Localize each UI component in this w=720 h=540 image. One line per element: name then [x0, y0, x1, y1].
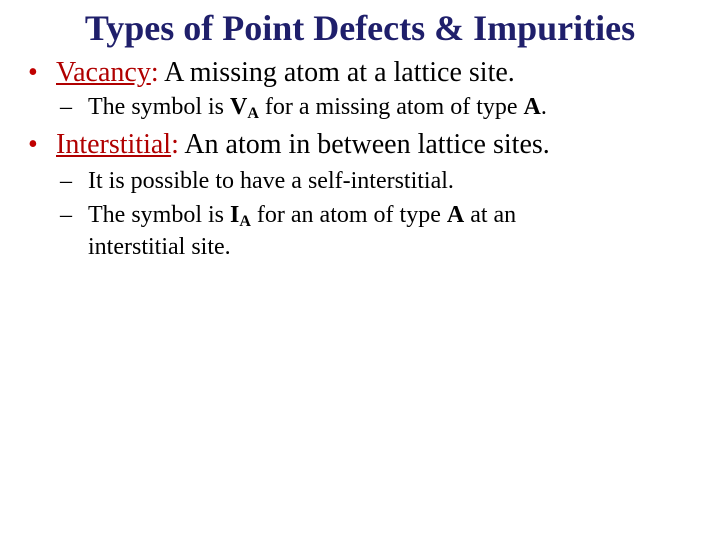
sub-text: for an atom of type	[250, 202, 447, 228]
sub-text: The symbol is	[88, 202, 230, 228]
sub-dash: –	[60, 168, 72, 194]
sub-dash: –	[60, 94, 72, 120]
sub-dash: –	[60, 202, 72, 228]
sub-text: for a missing atom of type	[258, 94, 524, 120]
slide-title: Types of Point Defects & Impurities	[84, 8, 636, 48]
symbol-v: $V_A$	[230, 94, 259, 122]
bullet-marker: •	[28, 129, 38, 160]
bullet-vacancy	[28, 56, 515, 90]
bullet-text: An atom in between lattice sites.	[178, 129, 550, 160]
bullet-marker: •	[28, 57, 38, 88]
symbol-subscript: A	[239, 213, 251, 230]
bullet-interstitial	[28, 128, 550, 162]
sub-item-self-interstitial	[60, 166, 454, 196]
type-letter: A	[446, 202, 465, 228]
sub-text: .	[540, 94, 547, 120]
bullet-text: A missing atom at a lattice site.	[158, 57, 515, 88]
sub-item-interstitial-symbol	[60, 200, 516, 230]
symbol-subscript: A	[247, 105, 259, 122]
term-colon: :	[150, 57, 159, 88]
symbol-i: $I_A$	[230, 202, 251, 230]
term-colon: :	[171, 129, 179, 160]
term-interstitial: Interstitial	[56, 129, 172, 160]
sub-text: It is possible to have a self-interstitial.	[88, 168, 454, 194]
sub-text: at an	[464, 202, 517, 228]
sub-text: The symbol is	[88, 94, 230, 120]
type-letter: A	[523, 94, 541, 120]
term-vacancy: Vacancy	[56, 57, 151, 88]
sub-item-vacancy-symbol	[60, 92, 547, 122]
sub-item-continuation: interstitial site.	[88, 234, 231, 260]
